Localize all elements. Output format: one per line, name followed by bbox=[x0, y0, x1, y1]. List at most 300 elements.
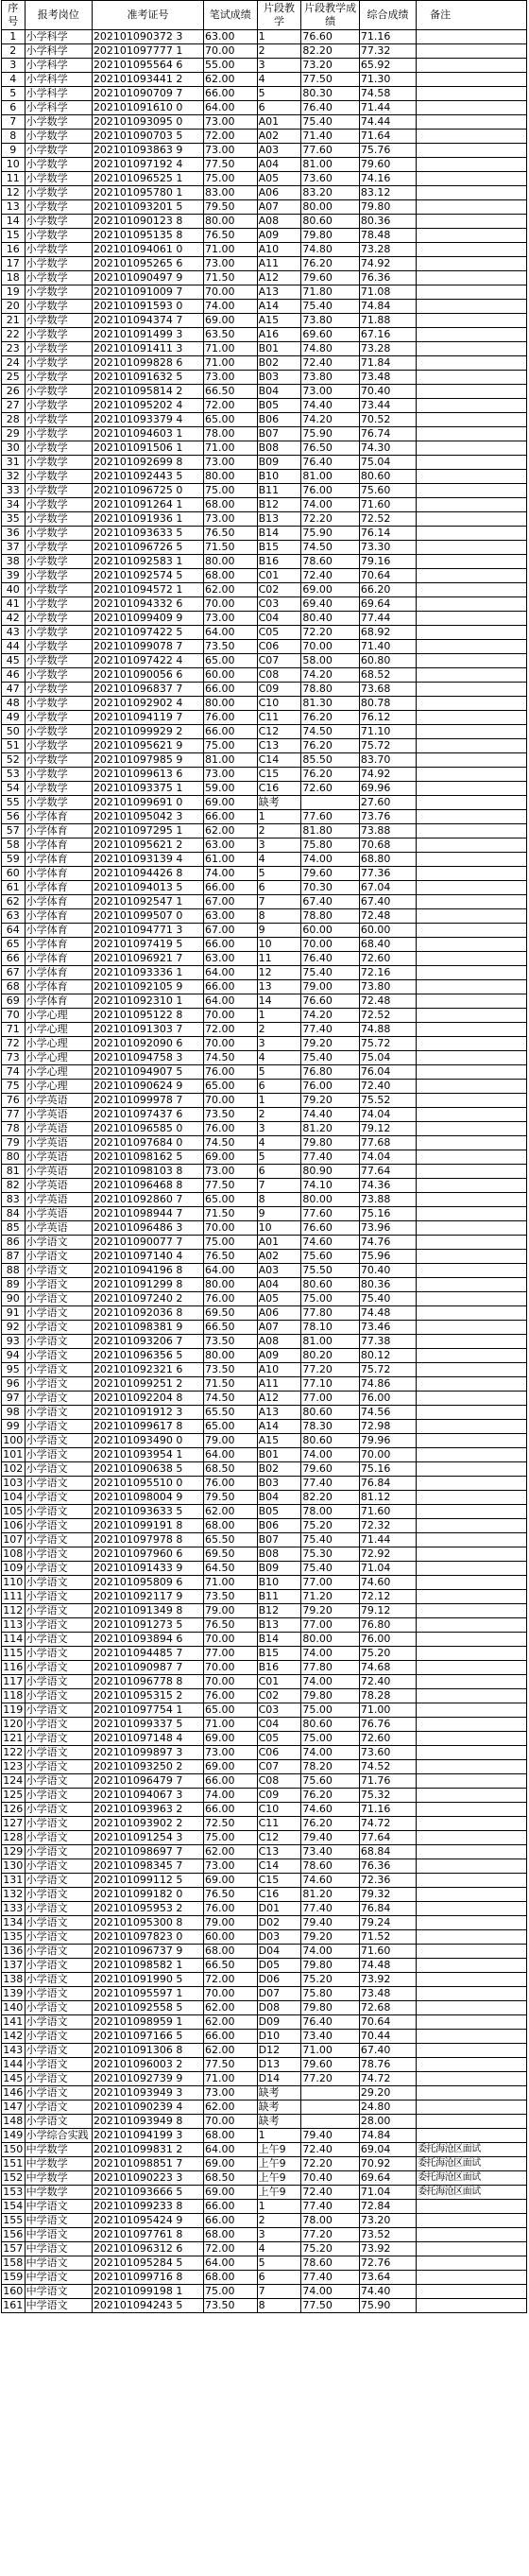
cell-teaching-score: 77.00 bbox=[301, 1576, 360, 1590]
cell-total-score: 74.60 bbox=[359, 1576, 416, 1590]
cell-index: 137 bbox=[3, 1959, 24, 1971]
cell-exam-number: 202101091506 1 bbox=[92, 441, 203, 456]
cell-position: 小学体育 bbox=[25, 938, 92, 952]
table-row bbox=[2, 1363, 527, 1377]
cell-index: 97 bbox=[2, 1392, 26, 1406]
cell-exam-number: 202101096312 6 bbox=[92, 2242, 203, 2256]
cell-note bbox=[417, 484, 527, 498]
cell-teaching-score: 76.20 bbox=[301, 257, 360, 271]
cell-exam-number: 202101090239 4 bbox=[92, 2101, 203, 2115]
table-row bbox=[2, 2242, 527, 2256]
cell-teaching-segment: A10 bbox=[257, 1363, 301, 1377]
cell-written-score: 73.50 bbox=[204, 1363, 258, 1377]
cell-teaching-segment: 2 bbox=[257, 1108, 301, 1122]
cell-total-score: 70.40 bbox=[359, 385, 416, 399]
cell-teaching-score: 80.60 bbox=[301, 1406, 360, 1420]
cell-position: 小学体育 bbox=[25, 895, 92, 909]
cell-index: 78 bbox=[2, 1122, 26, 1136]
cell-written-score: 65.50 bbox=[204, 1406, 258, 1420]
cell-exam-number: 202101091990 5 bbox=[92, 1973, 203, 1987]
cell-position: 小学体育 bbox=[25, 881, 92, 895]
cell-position: 小学语文 bbox=[25, 1519, 92, 1533]
cell-position: 小学数学 bbox=[25, 186, 92, 200]
cell-note bbox=[417, 1789, 527, 1803]
cell-teaching-score: 75.40 bbox=[301, 966, 360, 980]
cell-note bbox=[417, 87, 527, 101]
cell-teaching-score: 77.20 bbox=[301, 2072, 360, 2086]
cell-exam-number: 202101094061 0 bbox=[92, 243, 203, 257]
cell-written-score: 65.50 bbox=[204, 1533, 258, 1547]
cell-exam-number: 202101095300 8 bbox=[92, 1916, 203, 1930]
cell-total-score: 74.68 bbox=[359, 1661, 416, 1675]
cell-exam-number: 202101091009 7 bbox=[92, 285, 203, 300]
cell-index: 67 bbox=[2, 966, 26, 980]
cell-teaching-segment: C13 bbox=[257, 739, 301, 753]
cell-index: 40 bbox=[2, 583, 26, 597]
cell-exam-number: 202101094572 1 bbox=[92, 583, 203, 597]
cell-index: 33 bbox=[2, 484, 26, 498]
cell-teaching-segment: B12 bbox=[257, 498, 301, 512]
table-row bbox=[2, 1420, 527, 1434]
table-row bbox=[2, 1562, 527, 1576]
cell-teaching-score: 75.00 bbox=[301, 1732, 360, 1746]
cell-position: 中学语文 bbox=[25, 2271, 92, 2285]
cell-index: 112 bbox=[3, 1604, 24, 1616]
cell-total-score: 79.96 bbox=[359, 1434, 416, 1448]
cell-teaching-segment: A04 bbox=[257, 158, 301, 172]
table-row bbox=[2, 1675, 527, 1689]
cell-teaching-segment: D07 bbox=[257, 1987, 301, 2001]
cell-teaching-segment: B02 bbox=[257, 356, 301, 371]
table-row bbox=[2, 1647, 527, 1661]
cell-total-score: 77.32 bbox=[359, 44, 416, 59]
cell-exam-number: 202101091273 5 bbox=[92, 1618, 203, 1633]
cell-position: 小学语文 bbox=[25, 1930, 92, 1945]
table-row bbox=[2, 1321, 527, 1335]
cell-position: 小学数学 bbox=[25, 654, 92, 668]
cell-teaching-segment: C12 bbox=[257, 725, 301, 739]
cell-note bbox=[417, 328, 527, 342]
cell-exam-number: 202101093666 5 bbox=[92, 2186, 203, 2200]
cell-teaching-score: 74.00 bbox=[301, 1675, 360, 1689]
cell-index: 55 bbox=[2, 796, 26, 810]
cell-index: 83 bbox=[2, 1193, 26, 1207]
cell-total-score: 74.84 bbox=[359, 2129, 416, 2143]
cell-teaching-score: 75.20 bbox=[301, 2242, 360, 2256]
cell-teaching-score: 76.20 bbox=[301, 1817, 360, 1831]
cell-total-score: 76.74 bbox=[359, 427, 416, 441]
cell-note bbox=[417, 1349, 527, 1363]
cell-note bbox=[417, 271, 527, 285]
cell-note bbox=[417, 2129, 527, 2143]
cell-teaching-score bbox=[301, 2086, 360, 2101]
cell-index: 74 bbox=[2, 1065, 26, 1080]
cell-written-score: 75.00 bbox=[204, 1831, 258, 1845]
cell-position: 小学语文 bbox=[25, 2072, 92, 2086]
table-row bbox=[2, 796, 527, 810]
table-row bbox=[2, 130, 527, 144]
table-row bbox=[2, 853, 527, 867]
cell-total-score: 83.70 bbox=[359, 753, 416, 768]
cell-teaching-segment: B13 bbox=[257, 512, 301, 527]
cell-index: 35 bbox=[2, 512, 26, 527]
cell-teaching-score: 72.20 bbox=[301, 2157, 360, 2171]
table-row bbox=[2, 2030, 527, 2044]
cell-position: 小学心理 bbox=[25, 1065, 92, 1080]
cell-index: 50 bbox=[2, 725, 26, 739]
cell-index: 134 bbox=[3, 1916, 24, 1928]
table-row bbox=[2, 1859, 527, 1874]
cell-teaching-score: 74.40 bbox=[301, 1108, 360, 1122]
cell-note bbox=[417, 583, 527, 597]
cell-teaching-segment: B15 bbox=[257, 541, 301, 555]
cell-note bbox=[417, 853, 527, 867]
cell-written-score: 63.00 bbox=[204, 30, 258, 44]
table-row bbox=[2, 1108, 527, 1122]
cell-position: 小学数学 bbox=[25, 243, 92, 257]
cell-total-score: 79.32 bbox=[359, 1888, 416, 1902]
cell-position: 小学数学 bbox=[25, 527, 92, 541]
table-row bbox=[2, 2171, 527, 2186]
cell-teaching-segment: A09 bbox=[257, 1349, 301, 1363]
cell-teaching-segment: 2 bbox=[257, 824, 301, 838]
cell-exam-number: 202101093490 0 bbox=[92, 1434, 203, 1448]
cell-exam-number: 202101092036 8 bbox=[92, 1306, 203, 1321]
cell-index: 101 bbox=[3, 1448, 24, 1461]
cell-total-score: 68.80 bbox=[359, 853, 416, 867]
cell-total-score: 73.68 bbox=[359, 683, 416, 697]
cell-position: 小学心理 bbox=[25, 1023, 92, 1037]
cell-total-score: 60.80 bbox=[359, 654, 416, 668]
cell-written-score: 66.00 bbox=[204, 2030, 258, 2044]
cell-total-score: 72.60 bbox=[359, 1732, 416, 1746]
cell-position: 小学语文 bbox=[25, 1703, 92, 1718]
cell-position: 小学语文 bbox=[25, 1689, 92, 1703]
cell-teaching-segment: 5 bbox=[257, 867, 301, 881]
cell-written-score: 80.00 bbox=[204, 697, 258, 711]
cell-note bbox=[417, 1945, 527, 1959]
cell-position: 小学语文 bbox=[25, 1491, 92, 1505]
cell-exam-number: 202101093954 1 bbox=[92, 1448, 203, 1462]
cell-index: 36 bbox=[2, 527, 26, 541]
cell-exam-number: 202101090372 3 bbox=[92, 30, 203, 44]
cell-teaching-score: 75.60 bbox=[301, 1774, 360, 1789]
cell-position: 小学数学 bbox=[25, 456, 92, 470]
cell-position: 中学语文 bbox=[25, 2200, 92, 2214]
cell-written-score: 65.00 bbox=[204, 1080, 258, 1094]
cell-teaching-segment: B09 bbox=[257, 1562, 301, 1576]
cell-note bbox=[417, 1221, 527, 1236]
cell-note bbox=[417, 101, 527, 115]
table-row bbox=[2, 1335, 527, 1349]
cell-written-score: 77.50 bbox=[204, 2058, 258, 2072]
cell-index: 54 bbox=[2, 782, 26, 796]
table-row bbox=[2, 2015, 527, 2030]
cell-teaching-segment: C11 bbox=[257, 1817, 301, 1831]
cell-exam-number: 202101092699 8 bbox=[92, 456, 203, 470]
cell-note bbox=[417, 371, 527, 385]
cell-index: 4 bbox=[2, 73, 26, 87]
table-row bbox=[2, 1392, 527, 1406]
cell-teaching-score: 79.60 bbox=[301, 2058, 360, 2072]
cell-exam-number: 202101095510 0 bbox=[92, 1477, 203, 1491]
cell-exam-number: 202101095315 2 bbox=[92, 1689, 203, 1703]
cell-written-score: 69.00 bbox=[204, 796, 258, 810]
cell-teaching-score: 73.40 bbox=[301, 2030, 360, 2044]
cell-position: 小学语文 bbox=[25, 1264, 92, 1278]
table-row bbox=[2, 101, 527, 115]
cell-index: 117 bbox=[3, 1675, 24, 1687]
table-row bbox=[2, 909, 527, 924]
cell-written-score: 73.00 bbox=[204, 115, 258, 130]
cell-teaching-segment: B06 bbox=[257, 1519, 301, 1533]
cell-exam-number: 202101090497 9 bbox=[92, 271, 203, 285]
cell-teaching-score: 79.40 bbox=[301, 1916, 360, 1930]
cell-teaching-segment: 1 bbox=[257, 2200, 301, 2214]
cell-written-score: 66.00 bbox=[204, 87, 258, 101]
cell-exam-number: 202101093894 6 bbox=[92, 1633, 203, 1647]
table-row bbox=[2, 1065, 527, 1080]
cell-position: 小学科学 bbox=[25, 30, 92, 44]
cell-written-score: 81.00 bbox=[204, 753, 258, 768]
cell-position: 小学语文 bbox=[25, 1987, 92, 2001]
cell-written-score: 72.50 bbox=[204, 1817, 258, 1831]
cell-teaching-segment: 缺考 bbox=[257, 2086, 301, 2101]
cell-written-score: 76.50 bbox=[204, 229, 258, 243]
cell-exam-number: 202101092443 5 bbox=[92, 470, 203, 484]
table-row bbox=[2, 1236, 527, 1250]
cell-total-score: 71.16 bbox=[359, 30, 416, 44]
cell-index: 16 bbox=[2, 243, 26, 257]
cell-position: 小学数学 bbox=[25, 668, 92, 683]
cell-exam-number: 202101093633 5 bbox=[92, 527, 203, 541]
cell-written-score: 73.00 bbox=[204, 257, 258, 271]
cell-total-score: 70.64 bbox=[359, 2015, 416, 2030]
cell-teaching-score: 79.20 bbox=[301, 1930, 360, 1945]
cell-total-score: 76.00 bbox=[359, 1633, 416, 1647]
cell-index: 159 bbox=[3, 2271, 24, 2283]
cell-exam-number: 202101094758 3 bbox=[92, 1051, 203, 1065]
cell-exam-number: 202101097823 0 bbox=[92, 1930, 203, 1945]
cell-written-score: 64.00 bbox=[204, 626, 258, 640]
cell-exam-number: 202101091303 7 bbox=[92, 1023, 203, 1037]
cell-written-score: 73.00 bbox=[204, 144, 258, 158]
cell-teaching-score: 79.80 bbox=[301, 1136, 360, 1150]
cell-written-score: 72.00 bbox=[204, 2242, 258, 2256]
cell-teaching-segment: 8 bbox=[257, 1193, 301, 1207]
cell-written-score: 77.50 bbox=[204, 1179, 258, 1193]
cell-teaching-score: 80.60 bbox=[301, 1278, 360, 1292]
cell-note bbox=[417, 697, 527, 711]
table-row bbox=[2, 512, 527, 527]
table-row bbox=[2, 44, 527, 59]
cell-index: 28 bbox=[2, 413, 26, 427]
cell-position: 小学语文 bbox=[25, 1250, 92, 1264]
cell-total-score: 71.76 bbox=[359, 1774, 416, 1789]
cell-teaching-score: 72.40 bbox=[301, 2186, 360, 2200]
cell-written-score: 73.50 bbox=[204, 2299, 258, 2313]
table-row bbox=[2, 1803, 527, 1817]
cell-written-score: 63.00 bbox=[204, 838, 258, 853]
cell-teaching-score: 79.60 bbox=[301, 867, 360, 881]
table-row bbox=[2, 1306, 527, 1321]
cell-exam-number: 202101092860 7 bbox=[92, 1193, 203, 1207]
cell-position: 小学语文 bbox=[25, 1945, 92, 1959]
cell-total-score: 67.40 bbox=[359, 2044, 416, 2058]
cell-total-score: 76.36 bbox=[359, 271, 416, 285]
cell-teaching-segment: A07 bbox=[257, 1321, 301, 1335]
cell-teaching-segment: B15 bbox=[257, 1647, 301, 1661]
cell-index: 70 bbox=[2, 1009, 26, 1023]
cell-total-score: 76.80 bbox=[359, 1618, 416, 1633]
cell-note bbox=[417, 994, 527, 1009]
cell-position: 小学数学 bbox=[25, 683, 92, 697]
cell-position: 小学语文 bbox=[25, 1774, 92, 1789]
cell-teaching-segment: B04 bbox=[257, 385, 301, 399]
cell-note bbox=[417, 399, 527, 413]
table-row bbox=[2, 980, 527, 994]
cell-note bbox=[417, 1292, 527, 1306]
cell-written-score: 65.00 bbox=[204, 1193, 258, 1207]
cell-position: 小学数学 bbox=[25, 229, 92, 243]
cell-note bbox=[417, 824, 527, 838]
cell-exam-number: 202101095284 5 bbox=[92, 2256, 203, 2271]
cell-total-score: 75.20 bbox=[359, 1647, 416, 1661]
cell-teaching-segment: 上午9 bbox=[257, 2171, 301, 2186]
cell-teaching-segment: 1 bbox=[257, 1009, 301, 1023]
cell-written-score: 73.50 bbox=[204, 1108, 258, 1122]
cell-note bbox=[417, 59, 527, 73]
table-row bbox=[2, 300, 527, 314]
table-row bbox=[2, 1009, 527, 1023]
cell-written-score: 71.00 bbox=[204, 1718, 258, 1732]
cell-teaching-score: 77.40 bbox=[301, 1902, 360, 1916]
cell-total-score: 76.04 bbox=[359, 1065, 416, 1080]
cell-total-score: 75.04 bbox=[359, 1051, 416, 1065]
cell-teaching-score: 73.20 bbox=[301, 59, 360, 73]
cell-teaching-segment: B02 bbox=[257, 1462, 301, 1477]
table-row bbox=[2, 881, 527, 895]
cell-index: 128 bbox=[3, 1831, 24, 1843]
cell-total-score: 73.88 bbox=[359, 1193, 416, 1207]
cell-index: 26 bbox=[2, 385, 26, 399]
cell-exam-number: 202101096356 5 bbox=[92, 1349, 203, 1363]
cell-position: 小学语文 bbox=[25, 1533, 92, 1547]
cell-total-score: 71.52 bbox=[359, 1930, 416, 1945]
cell-note bbox=[417, 654, 527, 668]
table-row bbox=[2, 640, 527, 654]
cell-note bbox=[417, 1987, 527, 2001]
cell-position: 小学数学 bbox=[25, 512, 92, 527]
cell-teaching-score: 74.60 bbox=[301, 1803, 360, 1817]
cell-index: 90 bbox=[2, 1292, 26, 1306]
cell-exam-number: 202101094374 7 bbox=[92, 314, 203, 328]
cell-teaching-score: 81.00 bbox=[301, 158, 360, 172]
cell-position: 小学数学 bbox=[25, 725, 92, 739]
table-row bbox=[2, 994, 527, 1009]
cell-written-score: 73.00 bbox=[204, 612, 258, 626]
cell-teaching-segment: A01 bbox=[257, 1236, 301, 1250]
cell-teaching-segment: 1 bbox=[257, 810, 301, 824]
cell-total-score: 72.52 bbox=[359, 512, 416, 527]
cell-teaching-segment: C06 bbox=[257, 640, 301, 654]
table-row bbox=[2, 87, 527, 101]
cell-exam-number: 202101097978 8 bbox=[92, 1533, 203, 1547]
cell-note bbox=[417, 569, 527, 583]
cell-teaching-score: 77.10 bbox=[301, 1377, 360, 1392]
cell-exam-number: 202101092204 8 bbox=[92, 1392, 203, 1406]
cell-teaching-segment: A10 bbox=[257, 243, 301, 257]
cell-teaching-segment: D02 bbox=[257, 1916, 301, 1930]
table-row bbox=[2, 1136, 527, 1150]
cell-teaching-segment: C04 bbox=[257, 1718, 301, 1732]
cell-position: 小学语文 bbox=[25, 1547, 92, 1562]
cell-note bbox=[417, 1491, 527, 1505]
cell-teaching-segment: 12 bbox=[257, 966, 301, 980]
cell-exam-number: 202101094067 3 bbox=[92, 1789, 203, 1803]
cell-exam-number: 202101098697 7 bbox=[92, 1845, 203, 1859]
cell-total-score: 65.92 bbox=[359, 59, 416, 73]
table-row bbox=[2, 456, 527, 470]
cell-teaching-segment: A13 bbox=[257, 1406, 301, 1420]
cell-total-score: 74.44 bbox=[359, 115, 416, 130]
cell-teaching-segment: A12 bbox=[257, 271, 301, 285]
table-row bbox=[2, 285, 527, 300]
cell-exam-number: 202101098944 7 bbox=[92, 1207, 203, 1221]
cell-note bbox=[417, 881, 527, 895]
cell-written-score: 70.00 bbox=[204, 2115, 258, 2129]
cell-written-score: 70.00 bbox=[204, 597, 258, 612]
cell-teaching-score: 81.20 bbox=[301, 1122, 360, 1136]
cell-position: 小学语文 bbox=[25, 1377, 92, 1392]
cell-index: 121 bbox=[3, 1732, 24, 1744]
cell-position: 小学语文 bbox=[25, 1618, 92, 1633]
cell-written-score: 74.50 bbox=[204, 1051, 258, 1065]
cell-position: 小学数学 bbox=[25, 271, 92, 285]
cell-written-score: 66.00 bbox=[204, 980, 258, 994]
cell-index: 71 bbox=[2, 1023, 26, 1037]
cell-written-score: 69.00 bbox=[204, 1150, 258, 1165]
cell-teaching-score: 79.60 bbox=[301, 271, 360, 285]
cell-total-score: 24.80 bbox=[359, 2101, 416, 2115]
cell-exam-number: 202101091411 3 bbox=[92, 342, 203, 356]
table-row bbox=[2, 1264, 527, 1278]
cell-total-score: 73.64 bbox=[359, 2271, 416, 2285]
cell-exam-number: 202101092105 9 bbox=[92, 980, 203, 994]
cell-written-score: 74.00 bbox=[204, 1789, 258, 1803]
cell-position: 小学心理 bbox=[25, 1037, 92, 1051]
cell-position: 小学语文 bbox=[25, 1576, 92, 1590]
table-row bbox=[2, 2157, 527, 2171]
cell-exam-number: 202101095265 6 bbox=[92, 257, 203, 271]
table-row bbox=[2, 73, 527, 87]
cell-teaching-score: 78.60 bbox=[301, 555, 360, 569]
cell-exam-number: 202101096003 2 bbox=[92, 2058, 203, 2072]
cell-teaching-segment: 4 bbox=[257, 853, 301, 867]
table-row bbox=[2, 427, 527, 441]
cell-index: 43 bbox=[2, 626, 26, 640]
table-row bbox=[2, 768, 527, 782]
cell-total-score: 73.46 bbox=[359, 1321, 416, 1335]
score-table bbox=[1, 0, 527, 2313]
cell-total-score: 69.64 bbox=[359, 597, 416, 612]
cell-total-score: 71.60 bbox=[359, 1945, 416, 1959]
cell-note bbox=[417, 1009, 527, 1023]
cell-note: 委托海沧区面试 bbox=[417, 2171, 527, 2186]
cell-teaching-segment: A15 bbox=[257, 314, 301, 328]
cell-position: 小学英语 bbox=[25, 1094, 92, 1108]
cell-note bbox=[417, 1618, 527, 1633]
